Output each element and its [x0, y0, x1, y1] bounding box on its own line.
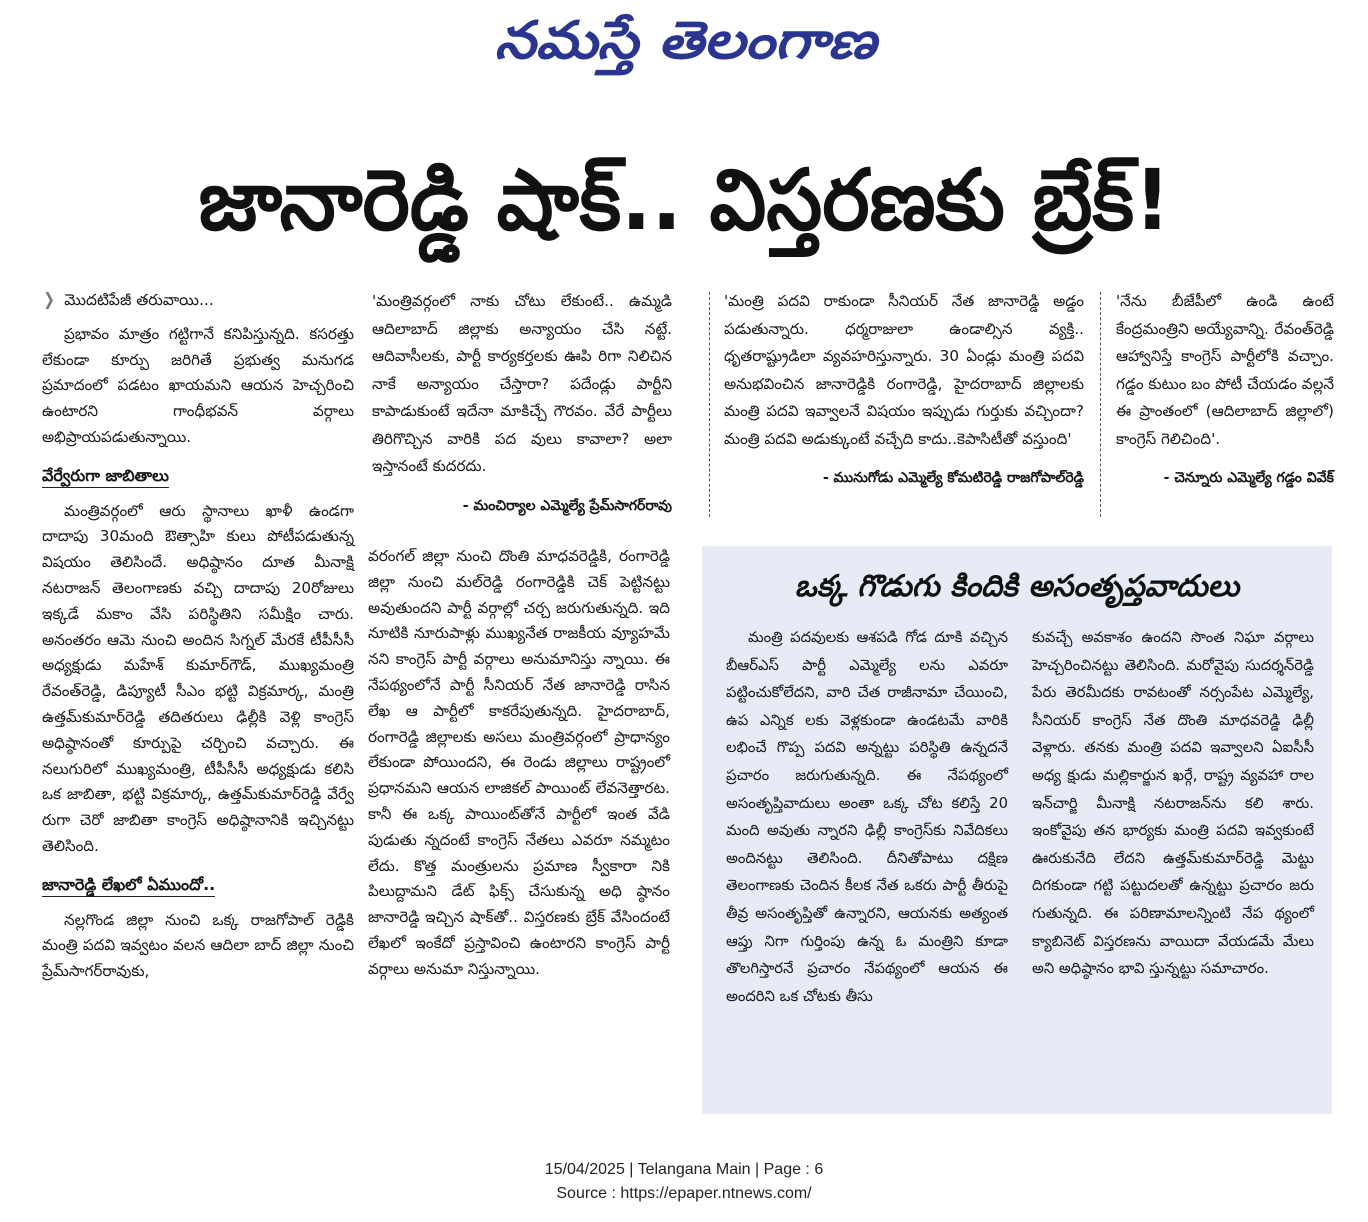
- paragraph-jana-reddy-letter: నల్లగొండ జిల్లా నుంచి ఒక్క రాజగోపాల్ రెడ్డికి మంత్రి పదవి ఇవ్వటం వలన ఆదిలా బాద్ జిల్లా నుంచి ప్రేమ్‌సాగర్‌రావుకు,: [42, 910, 354, 981]
- sidebar-story-right-text: కువచ్చే అవకాశం ఉందని సొంత నిఘా వర్గాలు హెచ్చరించినట్టు తెలిసింది. మరోవైపు సుదర్శన్‌రెడ్డి పేరు తెరమీదకు రావటంతో నర్సంపేట ఎమ్మెల్యే, సీనియర్ కాంగ్రెస్ నేత దొంతి మాధవరెడ్డి ఢిల్లీ వెళ్లారు. తనకు మంత్రి పదవి ఇవ్వాలని ఏఐసీసీ అధ్య క్షుడు మల్లికార్జున ఖర్గే, రాష్ట్ర వ్యవహా రాల ఇన్‌చార్జి మీనాక్షి నటరాజన్‌ను కలి శారు. ఇంకోవైపు తన భార్యకు మంత్రి పదవి ఇవ్వకుంటే ఊరుకునేది లేదని ఉత్తమ్‌కుమార్‌రెడ్డి మెట్టు దిగకుండా గట్టి పట్టుదలతో ఉన్నట్టు ప్రచారం జరు గుతున్నది. ఈ పరిణామాలన్నింటి నేప థ్యంలో క్యాబినెట్ విస్తరణను వాయిదా వేయడమే మేలు అని అధిష్ఠానం భావి స్తున్నట్టు సమాచారం.: [1032, 629, 1314, 978]
- quote-prem-sagar-rao: [372, 288, 672, 520]
- quote-attribution: - చెన్నూరు ఎమ్మెల్యే గడ్డం వివేక్: [1163, 470, 1334, 486]
- masthead-text: నమస్తే తెలంగాణ: [494, 11, 876, 71]
- headline: [30, 132, 1340, 282]
- quote-text: 'నేను బీజేపీలో ఉండి ఉంటే కేంద్రమంత్రిని అయ్యేవాన్ని. రేవంత్‌రెడ్డి ఆహ్వానిస్తే కాంగ్రెస్ పార్టీలోకి వచ్చాం. గడ్డం కుటుం బం పోటీ చేయడం వల్లనే ఈ ప్రాంతంలో (ఆదిలాబాద్ జిల్లాలో) కాంగ్రెస్ గెలిచింది'.: [1116, 292, 1334, 448]
- sidebar-story-box: [702, 546, 1332, 1114]
- intro-paragraph: ప్రభావం మాత్రం గట్టిగానే కనిపిస్తున్నది. కసరత్తు లేకుండా కూర్పు జరిగితే ప్రభుత్వ మనుగడ ప్రమాదంలో పడటం ఖాయమని ఆయన హెచ్చరించి ఉంటారని గాంధీభవన్ వర్గాలు అభిప్రాయపడుతున్నాయి.: [42, 324, 354, 446]
- quote-attribution: - మంచిర్యాల ఎమ్మెల్యే ప్రేమ్‌సాగర్‌రావు: [462, 497, 672, 514]
- continued-label: మొదటిపేజీ తరువాయి...: [64, 291, 214, 309]
- headline-text: జానారెడ్డి షాక్.. విస్తరణకు బ్రేక్!: [199, 151, 1171, 249]
- sidebar-story-column-left: [726, 624, 1008, 1010]
- page-footer: [0, 1158, 1368, 1206]
- quote-text: 'మంత్రి పదవి రాకుండా సీనియర్ నేత జానారెడ్డి అడ్డం పడుతున్నారు. ధర్మరాజులా ఉండాల్సిన వ్యక్తి.. ధృతరాష్ట్రుడిలా వ్యవహరిస్తున్నారు. 30 ఏండ్లు మంత్రి పదవి అనుభవించిన జానారెడ్డికి రంగారెడ్డి, హైదరాబాద్ జిల్లాలకు మంత్రి పదవి ఇవ్వాలనే విషయం ఇప్పుడు గుర్తుకు వచ్చిందా? మంత్రి పదవి అడుక్కుంటే వచ్చేది కాదు..కెపాసిటీతో వస్తుంది': [724, 292, 1084, 448]
- paragraph-separate-lists: మంత్రివర్గంలో ఆరు స్థానాలు ఖాళీ ఉండగా దాదాపు 30మంది ఔత్సాహి కులు పోటీపడుతున్న విషయం తెలిసిందే. అధిష్ఠానం దూత మీనాక్షి నటరాజన్ తెలంగాణకు వచ్చి దాదాపు 20రోజులు ఇక్కడే మకాం వేసి పరిస్థితిని సమీక్షిం చారు. అనంతరం ఆమె నుంచి అందిన సిగ్నల్ మేరకే టీపీసీసీ అధ్యక్షుడు మహేశ్ కుమార్‌గౌడ్, ముఖ్యమంత్రి రేవంత్‌రెడ్డి, డిప్యూటీ సీఎం భట్టి విక్రమార్క, మంత్రి ఉత్తమ్‌కుమార్‌రెడ్డి తదితరులు ఢిల్లీకి వెళ్లి కాంగ్రెస్ అధిష్ఠానంతో కూర్పుపై చర్చించి వచ్చారు. ఈ నలుగురిలో ముఖ్యమంత్రి, టీపీసీసీ అధ్యక్షుడు కలిసి ఒక జాబితా, భట్టి విక్రమార్క, ఉత్తమ్‌కుమార్‌రెడ్డి వేర్వే రుగా చెరో జాబితా కాంగ్రెస్ అధిష్ఠానానికి ఇచ్చినట్టు తెలిసింది.: [42, 501, 354, 855]
- chevron-right-icon: ❯: [43, 290, 55, 310]
- subheading-separate-lists: వేర్వేరుగా జాబితాలు: [42, 463, 354, 489]
- quote-gaddam-vivek: [1116, 288, 1334, 493]
- footer-source-link[interactable]: Source : https://epaper.ntnews.com/: [556, 1185, 812, 1202]
- footer-date-edition: 15/04/2025 | Telangana Main | Page : 6: [544, 1161, 824, 1178]
- sidebar-story-left-text: మంత్రి పదవులకు ఆశపడి గోడ దూకి వచ్చిన బీఆర్‌ఎస్ పార్టీ ఎమ్మెల్యే లను ఎవరూ పట్టించుకోలేదని, వారి చేత రాజీనామా చేయించి, ఉప ఎన్నిక లకు వెళ్లకుండా ఉండటమే వారికి లభించే గొప్ప పదవి అన్నట్టు పరిస్థితి ఉన్నదనే ప్రచారం జరుగుతున్నది. ఈ నేపథ్యంలో అసంతృప్తివాదులు అంతా ఒక్క చోట కలిస్తే 20 మంది అవుతు న్నారని ఢిల్లీ కాంగ్రెస్‌కు నివేదికలు అందినట్టు తెలిసింది. దీనితోపాటు దక్షిణ తెలంగాణకు చెందిన కీలక నేత ఒకరు పార్టీ తీరుపై తీవ్ర అసంతృప్తితో ఉన్నారని, ఆయనకు అత్యంత ఆప్తు నిగా గుర్తింపు ఉన్న ఓ మంత్రిని కూడా తొలగిస్తారనే ప్రచారం నేపథ్యంలో ఆయన ఈ అందరిని ఒక చోటకు తీసు: [726, 629, 1008, 1005]
- column-divider: [709, 292, 710, 517]
- continued-from-front-page: [42, 288, 354, 314]
- quote-attribution: - మునుగోడు ఎమ్మెల్యే కోమటిరెడ్డి రాజగోపాల్‌రెడ్డి: [822, 470, 1084, 486]
- quote-rajagopal-reddy: [724, 288, 1084, 493]
- quote-text: 'మంత్రివర్గంలో నాకు చోటు లేకుంటే.. ఉమ్మడి ఆదిలాబాద్ జిల్లాకు అన్యాయం చేసి నట్టే. ఆదివాసీలకు, పార్టీ కార్యకర్తలకు ఊపి రిగా నిలిచిన నాకే అన్యాయం చేస్తారా? పదేండ్లు పార్టీని కాపాడుకుంటే ఇదేనా మాకిచ్చే గౌరవం. వేరే పార్టీలు తిరిగొచ్చిన వారికి పద వులు కావాలా? అలా ఇస్తానంటే కుదరదు.: [372, 292, 672, 475]
- article-column-1: [42, 288, 354, 985]
- column-divider: [1100, 292, 1101, 517]
- sidebar-story-column-right: [1032, 624, 1314, 983]
- sidebar-story-title: ఒక్క గొడుగు కిందికి అసంతృప్తవాదులు: [794, 569, 1240, 604]
- subheading-jana-reddy-letter: జానారెడ్డి లేఖలో ఏముందో..: [42, 872, 354, 898]
- article-column-2: [368, 544, 670, 983]
- column-2-paragraph: వరంగల్ జిల్లా నుంచి దొంతి మాధవరెడ్డికి, రంగారెడ్డి జిల్లా నుంచి మల్‌రెడ్డి రంగారెడ్డికి చెక్ పెట్టినట్టు అవుతుందని పార్టీ వర్గాల్లో చర్చ జరుగుతున్నది. ఇది నూటికి నూరుపాళ్లు ముఖ్యనేత రాజకీయ వ్యూహమే నని కాంగ్రెస్ పార్టీ వర్గాలు అనుమానిస్తు న్నాయి. ఈ నేపథ్యంలోనే పార్టీ సీనియర్ నేత జానారెడ్డి రాసిన లేఖ ఆ పార్టీలో కాకరేపుతున్నది. హైదరాబాద్, రంగారెడ్డి జిల్లాలకు అసలు మంత్రివర్గంలో ప్రాధాన్యం లేకుండా పోయిందని, ఈ రెండు జిల్లాలు రాష్ట్రంలో ప్రధానమని ఆయన లాజికల్ పాయింట్ లేవనెత్తారట. కానీ ఈ ఒక్క పాయింట్‌తోనే పార్టీలో ఇంత వేడి పుడుతు న్నదంటే కాంగ్రెస్ నేతలు ఎవరూ నమ్మటం లేదు. కొత్త మంత్రులను ప్రమాణ స్వీకారా నికి పిలుద్దామని డేట్ ఫిక్స్ చేసుకున్న అధి ష్ఠానం జానారెడ్డి ఇచ్చిన షాక్‌తో.. విస్తరణకు బ్రేక్ వేసిందంటే లేఖలో ఇంకేదో ప్రస్తావించి ఉంటారని కాంగ్రెస్ పార్టీ వర్గాలు అనుమా నిస్తున్నాయి.: [368, 547, 670, 978]
- masthead-logo: [380, 6, 990, 76]
